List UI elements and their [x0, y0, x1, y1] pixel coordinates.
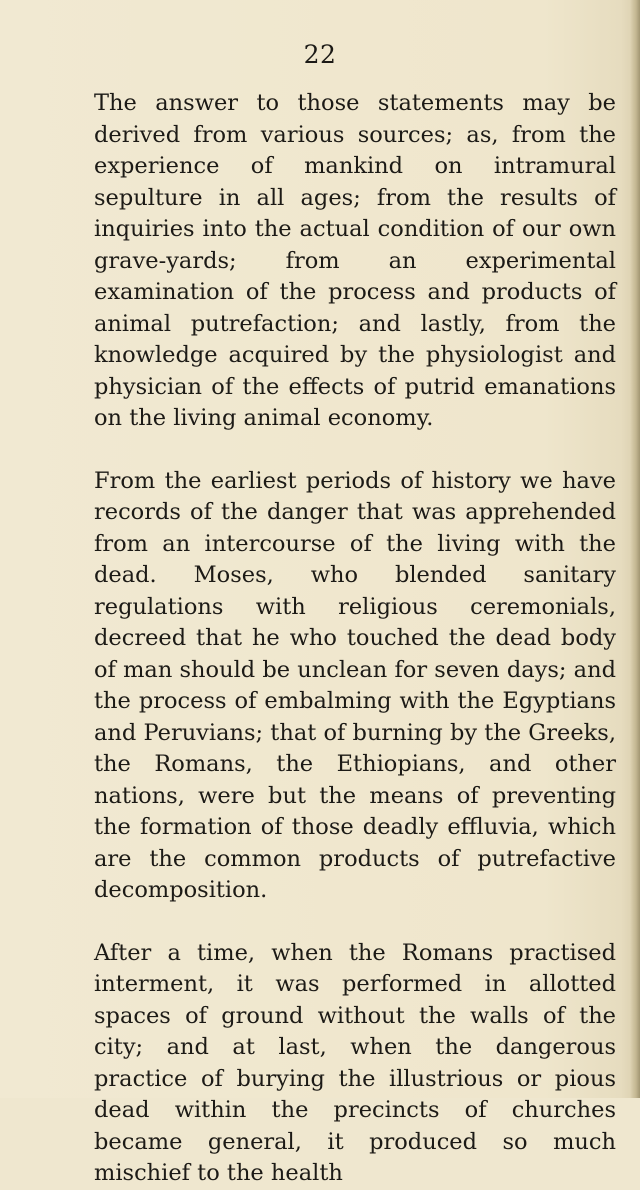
page-edge-shadow [630, 0, 640, 1098]
page-number: 22 [303, 40, 337, 69]
paragraph-3: After a time, when the Romans practised interment, it was performed in allotted spaces of ground without the walls of the city; and at last, when the dangerous practice of burying the illustrious or pious dead within the precincts of churches became general, it produced so much mischief to the health [94, 939, 616, 1186]
body-text [94, 88, 616, 1190]
paragraph-1: The answer to those statements may be derived from various sources; as, from the experience of mankind on intramural sepulture in all ages; from the results of inquiries into the actual condition of our own grave-yards; from an experimental examination of the process and products of animal putrefaction; and lastly, from the knowledge acquired by the physiologist and physician of the effects of putrid emanations on the living animal economy. [94, 90, 616, 431]
paragraph-2: From the earliest periods of history we have records of the danger that was apprehended from an intercourse of the living with the dead. Moses, who blended sanitary regulations with religious ceremonials, decreed that he who touched the dead body of man should be unclean for seven days; and the process of embalming with the Egyptians and Peruvians; that of burning by the Greeks, the Romans, the Ethiopians, and other nations, were but the means of preventing the formation of those deadly effluvia, which are the common products of putrefactive decomposition. [94, 467, 616, 903]
